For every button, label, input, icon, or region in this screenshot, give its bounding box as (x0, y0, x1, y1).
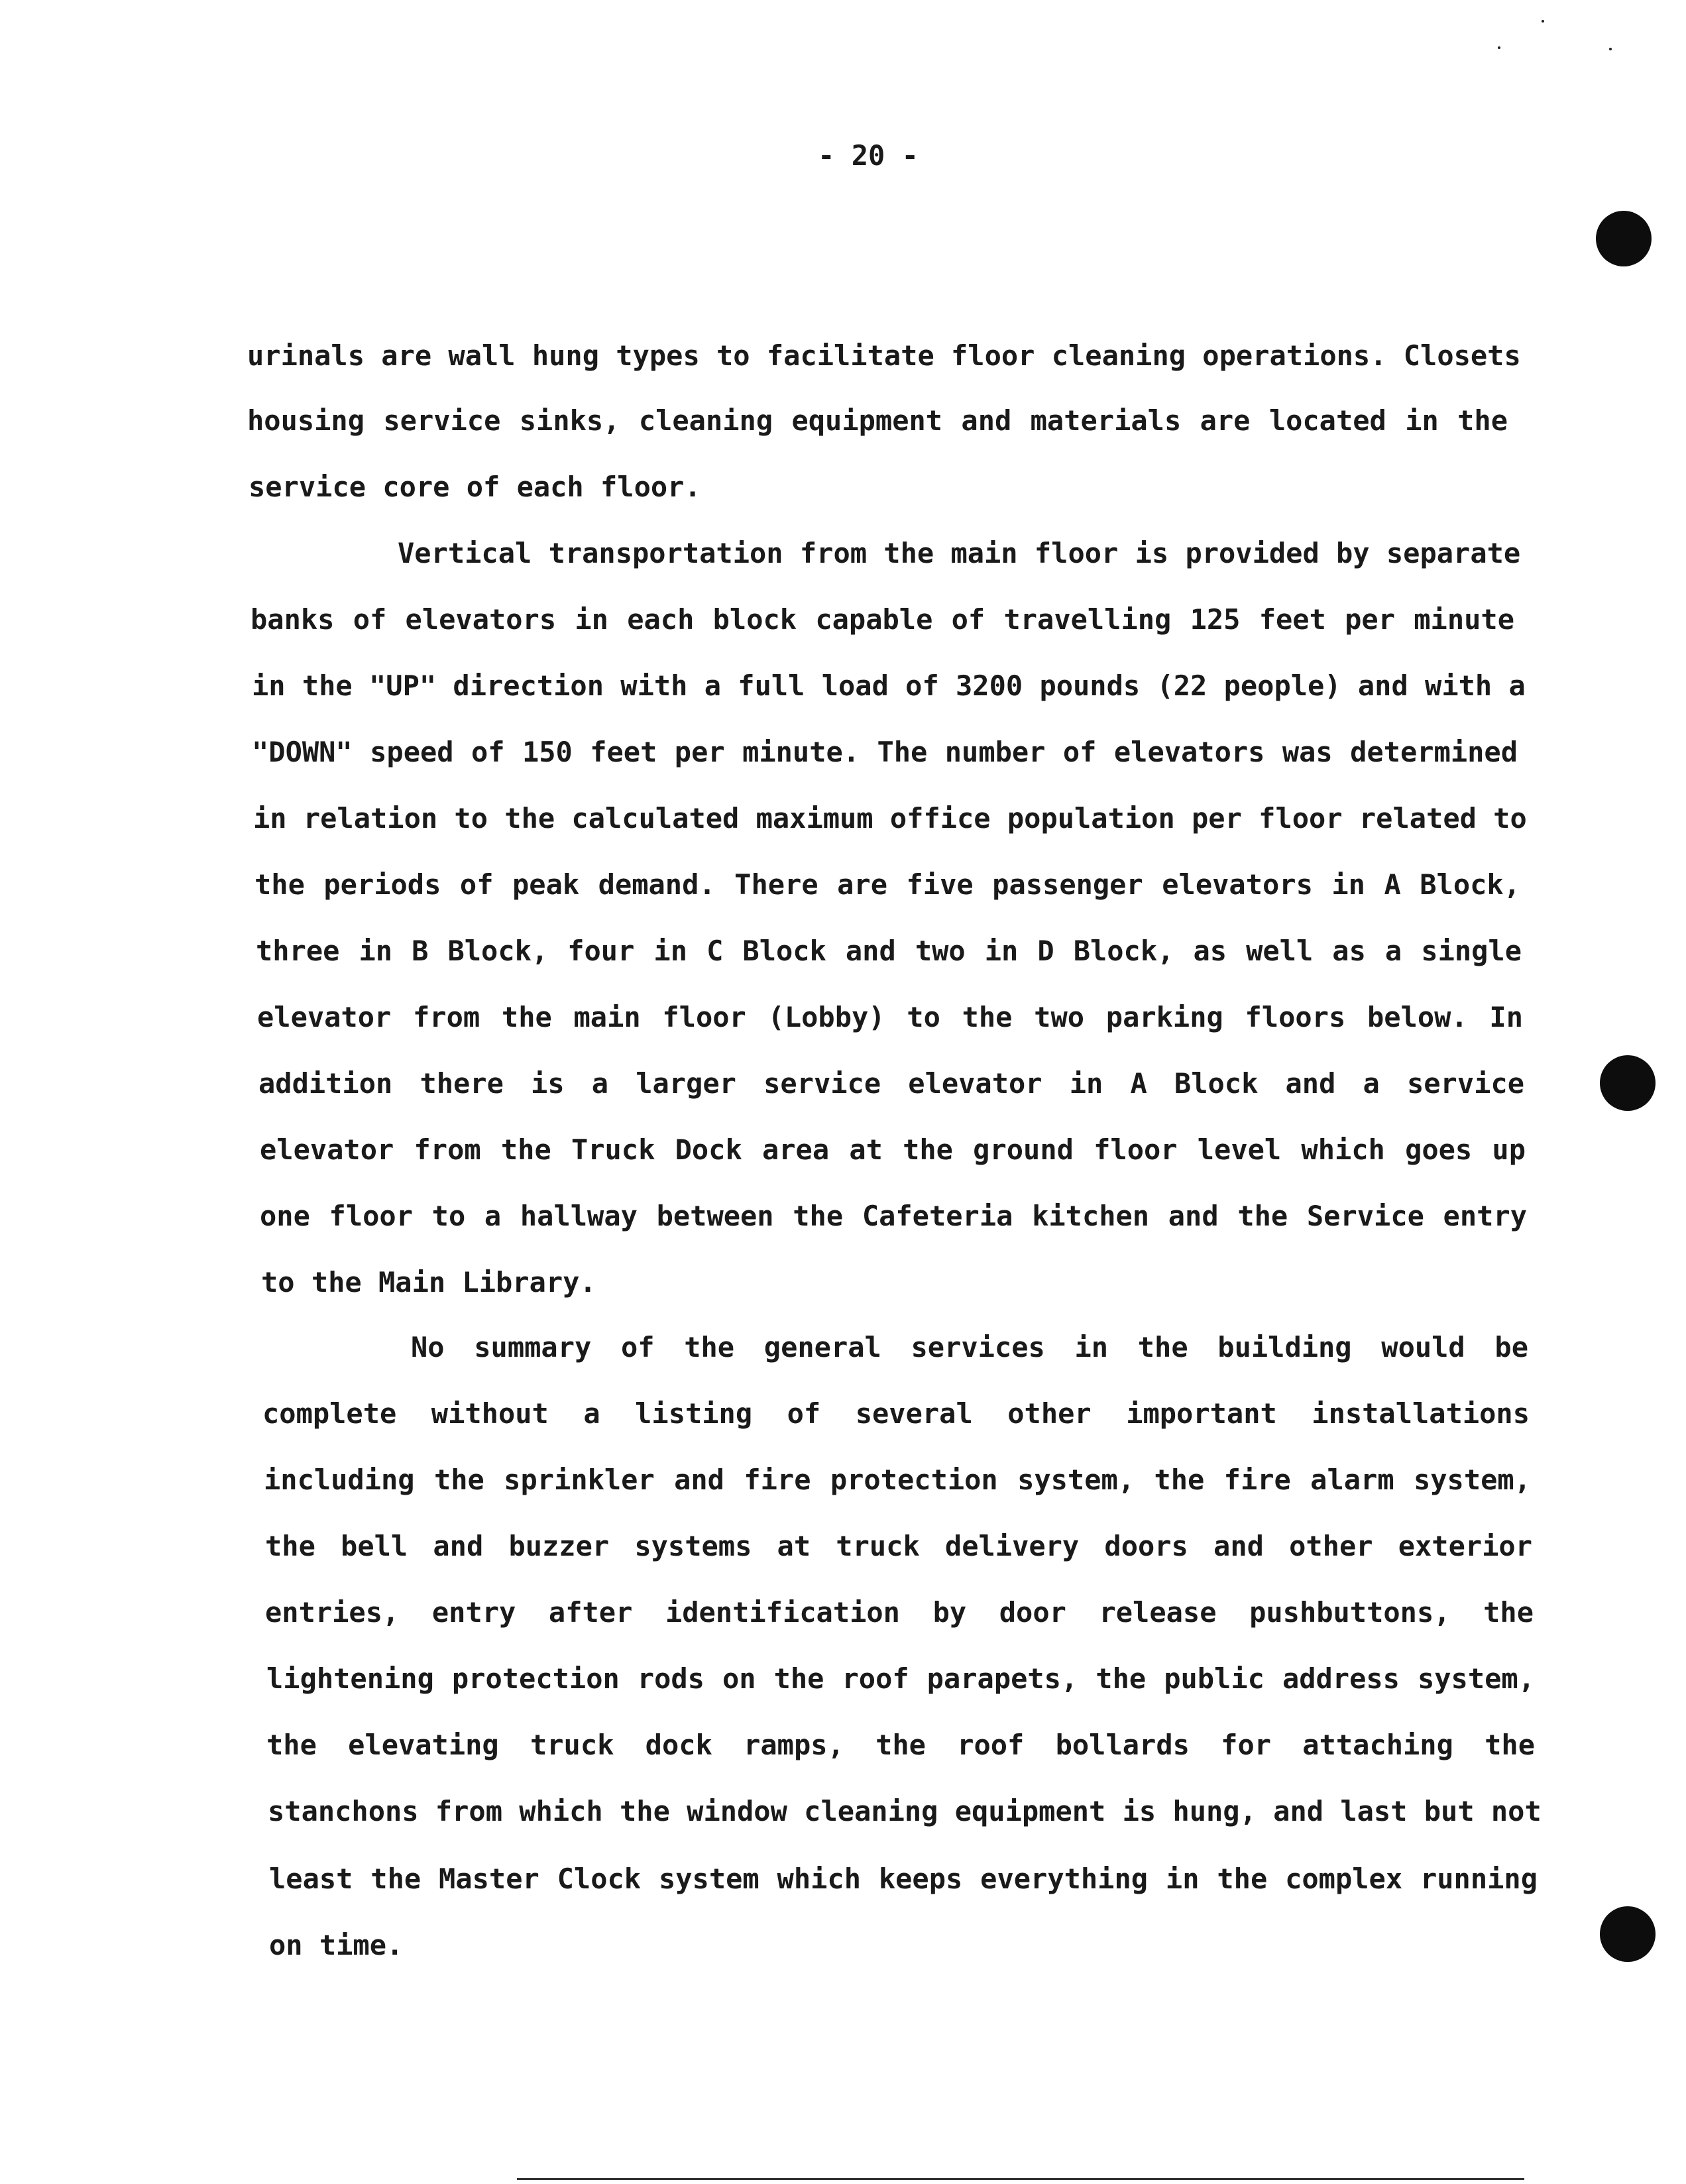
footer-rule (517, 2178, 1524, 2180)
punch-hole-middle (1600, 1055, 1656, 1111)
paragraph-2-line-12: to the Main Library. (261, 1266, 596, 1298)
paragraph-2-line-11: one floor to a hallway between the Cafeteria kitchen and the Service entry (260, 1200, 1527, 1232)
paragraph-2-line-4: "DOWN" speed of 150 feet per minute. The number of elevators was determined (252, 736, 1518, 768)
punch-hole-top (1596, 211, 1652, 266)
paragraph-3-line-10: on time. (269, 1929, 404, 1961)
paragraph-2-line-1: Vertical transportation from the main floor is provided by separate (398, 537, 1521, 569)
paragraph-2-line-7: three in B Block, four in C Block and two in D Block, as well as a single (256, 935, 1522, 967)
paragraph-2-line-9: addition there is a larger service elevator in A Block and a service (258, 1067, 1524, 1100)
paragraph-1-line-1: urinals are wall hung types to facilitate floor cleaning operations. Closets (247, 339, 1521, 372)
punch-hole-bottom (1600, 1906, 1656, 1962)
paragraph-3-line-2: complete without a listing of several other important installations (262, 1397, 1530, 1430)
paragraph-2-line-6: the periods of peak demand. There are five passenger elevators in A Block, (254, 868, 1520, 901)
paragraph-3-line-1: No summary of the general services in the building would be (411, 1331, 1528, 1363)
scan-speck (1609, 48, 1612, 50)
scan-speck (1542, 20, 1544, 23)
paragraph-3-line-9: least the Master Clock system which keeps everything in the complex running (269, 1863, 1538, 1895)
paragraph-3-line-3: including the sprinkler and fire protection system, the fire alarm system, (264, 1464, 1531, 1496)
paragraph-3-line-8: stanchons from which the window cleaning equipment is hung, and last but not (268, 1795, 1542, 1827)
paragraph-3-line-6: lightening protection rods on the roof parapets, the public address system, (266, 1662, 1535, 1695)
paragraph-3-line-4: the bell and buzzer systems at truck delivery doors and other exterior (265, 1530, 1532, 1562)
paragraph-1-line-3: service core of each floor. (249, 471, 701, 503)
paragraph-2-line-8: elevator from the main floor (Lobby) to the two parking floors below. In (257, 1001, 1523, 1033)
paragraph-2-line-2: banks of elevators in each block capable of travelling 125 feet per minute (251, 603, 1514, 636)
paragraph-3-line-5: entries, entry after identification by door release pushbuttons, the (265, 1596, 1534, 1629)
paragraph-1-line-2: housing service sinks, cleaning equipment and materials are located in the (247, 404, 1508, 437)
paragraph-3-line-7: the elevating truck dock ramps, the roof bollards for attaching the (266, 1729, 1535, 1761)
paragraph-2-line-3: in the "UP" direction with a full load of 3200 pounds (22 people) and with a (252, 669, 1526, 702)
page-number: - 20 - (818, 139, 919, 172)
scan-speck (1498, 46, 1500, 49)
paragraph-2-line-10: elevator from the Truck Dock area at the ground floor level which goes up (260, 1133, 1526, 1166)
paragraph-2-line-5: in relation to the calculated maximum office population per floor related to (253, 802, 1527, 834)
